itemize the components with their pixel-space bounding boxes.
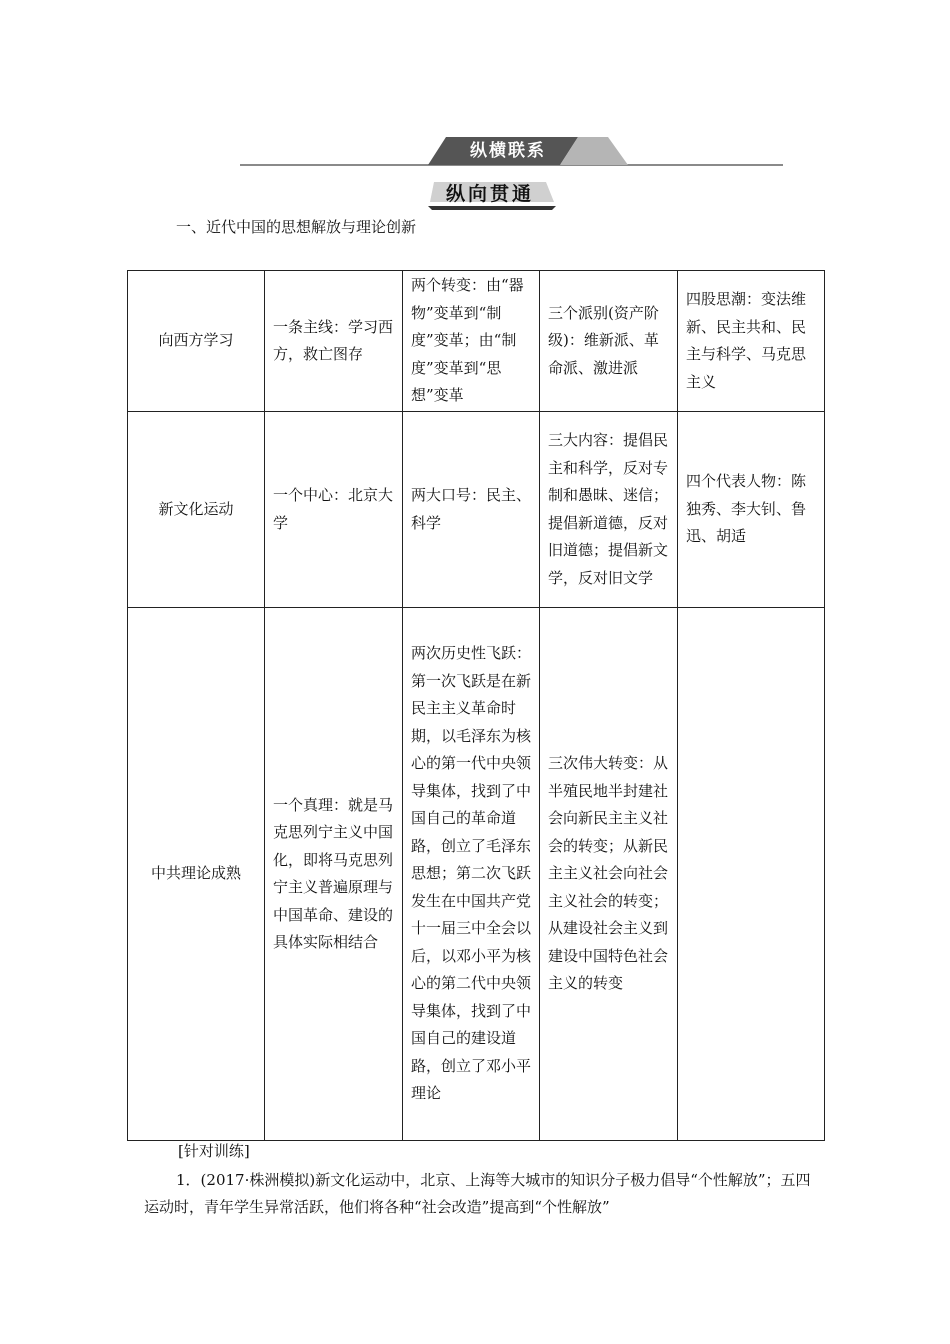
banner-title: 纵横联系 xyxy=(470,141,546,161)
table-cell: 三次伟大转变：从半殖民地半封建社会向新民主主义社会的转变；从新民主主义社会向社会主义社会的转变；从建设社会主义到建设中国特色社会主义的转变 xyxy=(540,608,678,1141)
table-row xyxy=(128,271,825,412)
question-text: 1．(2017·株洲模拟)新文化运动中，北京、上海等大城市的知识分子极力倡导“个性解放”；五四运动时，青年学生异常活跃，他们将各种“社会改造”提高到“个性解放” xyxy=(144,1171,811,1216)
table-row xyxy=(128,412,825,608)
table-cell: 三大内容：提倡民主和科学，反对专制和愚昧、迷信；提倡新道德，反对旧道德；提倡新文学，反对旧文学 xyxy=(540,412,678,608)
practice-label: [针对训练] xyxy=(178,1142,250,1160)
table-cell: 两大口号：民主、科学 xyxy=(403,412,540,608)
row-label: 中共理论成熟 xyxy=(128,608,265,1141)
row-label: 向西方学习 xyxy=(128,271,265,412)
table-cell: 一个中心：北京大学 xyxy=(265,412,403,608)
table-cell: 两个转变：由“器物”变革到“制度”变革；由“制度”变革到“思想”变革 xyxy=(403,271,540,412)
table-row xyxy=(128,608,825,1141)
table-cell: 三个派别(资产阶级)：维新派、革命派、激进派 xyxy=(540,271,678,412)
table-cell xyxy=(678,608,825,1141)
section-title: 一、近代中国的思想解放与理论创新 xyxy=(176,218,417,236)
table-cell: 四股思潮：变法维新、民主共和、民主与科学、马克思主义 xyxy=(678,271,825,412)
table-cell: 一个真理：就是马克思列宁主义中国化，即将马克思列宁主义普遍原理与中国革命、建设的具体实际相结合 xyxy=(265,608,403,1141)
table-cell: 两次历史性飞跃：第一次飞跃是在新民主主义革命时期，以毛泽东为核心的第一代中央领导集体，找到了中国自己的革命道路，创立了毛泽东思想；第二次飞跃发生在中国共产党十一届三中全会以后，以邓小平为核心的第二代中央领导集体，找到了中国自己的建设道路，创立了邓小平理论 xyxy=(403,608,540,1141)
summary-table xyxy=(127,270,825,1141)
table-cell: 一条主线：学习西方，救亡图存 xyxy=(265,271,403,412)
subbanner-title: 纵向贯通 xyxy=(445,183,534,205)
table-cell: 四个代表人物：陈独秀、李大钊、鲁迅、胡适 xyxy=(678,412,825,608)
row-label: 新文化运动 xyxy=(128,412,265,608)
